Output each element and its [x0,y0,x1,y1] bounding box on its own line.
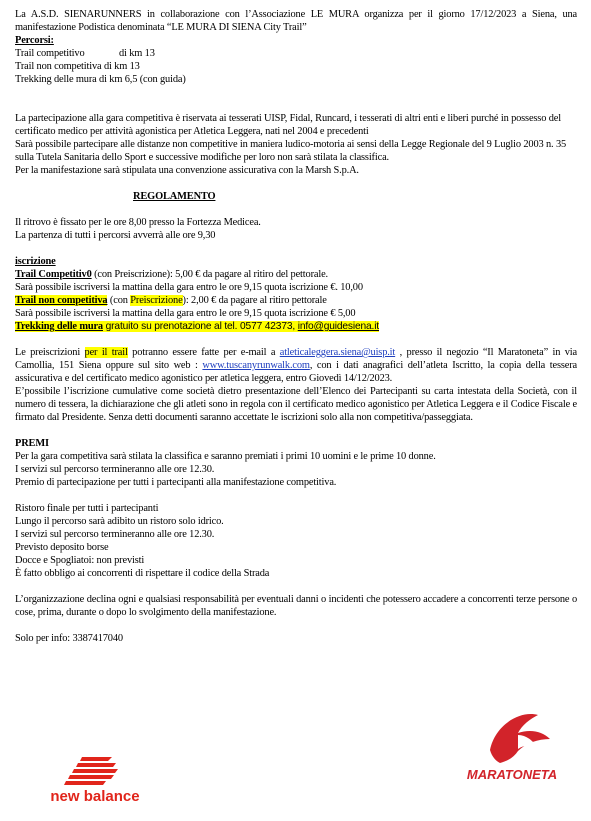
premi-line: Premio di partecipazione per tutti i partecipanti alla manifestazione competitiva. [15,477,337,488]
regolamento-line: Il ritrovo è fissato per le ore 8,00 presso la Fortezza Medicea. [15,217,261,228]
iscrizione-heading: iscrizione [15,256,56,267]
preiscrizioni-paragraph: Le preiscrizioni per il trail potranno essere fatte per e-mail a atleticaleggera.siena@uisp.it , presso il negozio “Il Maratoneta” in via Camollia, 151 Siena oppure sul sito web : www.tuscanyrunwalk.com, con i dati anagrafici dell’atleta Iscritto, la copia della tessera assicurativa e del certificato medico agonistico per atletica leggera, entro Giovedì 14/12/2023. [15,347,577,384]
iscrizione-competitivo-note: Sarà possibile iscriversi la mattina della gara entro le ore 9,15 quota iscrizione €. 10,00 [15,282,363,293]
service-line: Ristoro finale per tutti i partecipanti [15,503,159,514]
regolamento-title: REGOLAMENTO [133,191,216,202]
iscrizione-noncomp-note: Sarà possibile iscriversi la mattina della gara entro le ore 9,15 quota iscrizione € 5,00 [15,308,356,319]
percorso-item: Trekking delle mura di km 6,5 (con guida) [15,74,186,85]
participation-paragraph: Per la manifestazione sarà stipulata una convenzione assicurativa con la Marsh S.p.A. [15,165,359,176]
premi-line: Per la gara competitiva sarà stilata la classifica e saranno premiati i primi 10 uomini e le prime 10 donne. [15,451,436,462]
cumulative-paragraph: E’possibile l’iscrizione cumulative come società dietro presentazione dell’Elenco dei Partecipanti su carta intestata della Società, con il numero di tessera, la dichiarazione che gli atleti sono in regola con il certificato medico agonistico per Atletica Leggera e il Codice Fiscale e firmato dal Presidente. Senza detti documenti saranno accettate le iscrizioni solo alla non competitiva/passeggiata. [15,386,577,423]
email-link[interactable]: atleticaleggera.siena@uisp.it [279,347,396,358]
website-link[interactable]: www.tuscanyrunwalk.com [202,360,310,371]
premi-line: I servizi sul percorso termineranno alle ore 12.30. [15,464,215,475]
maratoneta-logo [460,705,565,795]
percorsi-heading: Percorsi: [15,35,54,46]
intro-paragraph: La A.S.D. SIENARUNNERS in collaborazione con l’Associazione LE MURA organizza per il giorno 17/12/2023 a Siena, una manifestazione Podistica denominata “LE MURA DI SIENA City Trail” [15,9,577,33]
disclaimer-paragraph: L’organizzazione declina ogni e qualsiasi responsabilità per eventuali danni o incidenti che potessero accadere a concorrenti terze persone o cose, prima, durante o dopo lo svolgimento della manifestazione. [15,594,577,618]
service-line: È fatto obbligo ai concorrenti di rispettare il codice della Strada [15,568,270,579]
service-line: I servizi sul percorso termineranno alle ore 12.30. [15,529,215,540]
service-line: Previsto deposito borse [15,542,109,553]
info-line: Solo per info: 3387417040 [15,633,123,644]
service-line: Docce e Spogliatoi: non previsti [15,555,145,566]
participation-paragraph: La partecipazione alla gara competitiva è riservata ai tesserati UISP, Fidal, Runcard, i tesserati di altri enti e liberi purché in possesso del certificato medico per attività agonistica per Atletica Leggera, nati nel 2004 e precedenti [15,113,561,137]
document-body [15,8,577,645]
regolamento-line: La partenza di tutti i percorsi avverrà alle ore 9,30 [15,230,216,241]
percorso-item: Trail competitivo di km 13 [15,48,155,59]
premi-heading: PREMI [15,438,49,449]
iscrizione-trekking: Trekking delle mura gratuito su prenotazione al tel. 0577 42373, info@guidesiena.it [15,321,379,332]
trekking-email-link[interactable]: info@guidesiena.it [297,321,379,332]
new-balance-logo [40,755,150,805]
svg-text:new balance: new balance [50,788,140,805]
iscrizione-competitivo: Trail Competitiv0 (con Preiscrizione): 5,00 € da pagare al ritiro del pettorale. [15,269,328,280]
svg-text:MARATONETA: MARATONETA [466,767,558,782]
iscrizione-noncomp: Trail non competitiva (con Preiscrizione): 2,00 € da pagare al ritiro pettorale [15,295,327,306]
service-line: Lungo il percorso sarà adibito un ristoro solo idrico. [15,516,224,527]
participation-paragraph: Sarà possibile partecipare alle distanze non competitive in maniera ludico-motoria ai sensi della Legge Regionale del 9 Luglio 2003 n. 35 sulla Tutela Sanitaria dello Sport e successive modifiche per loro non sarà stilata la classifica. [15,139,567,163]
percorso-item: Trail non competitiva di km 13 [15,61,140,72]
